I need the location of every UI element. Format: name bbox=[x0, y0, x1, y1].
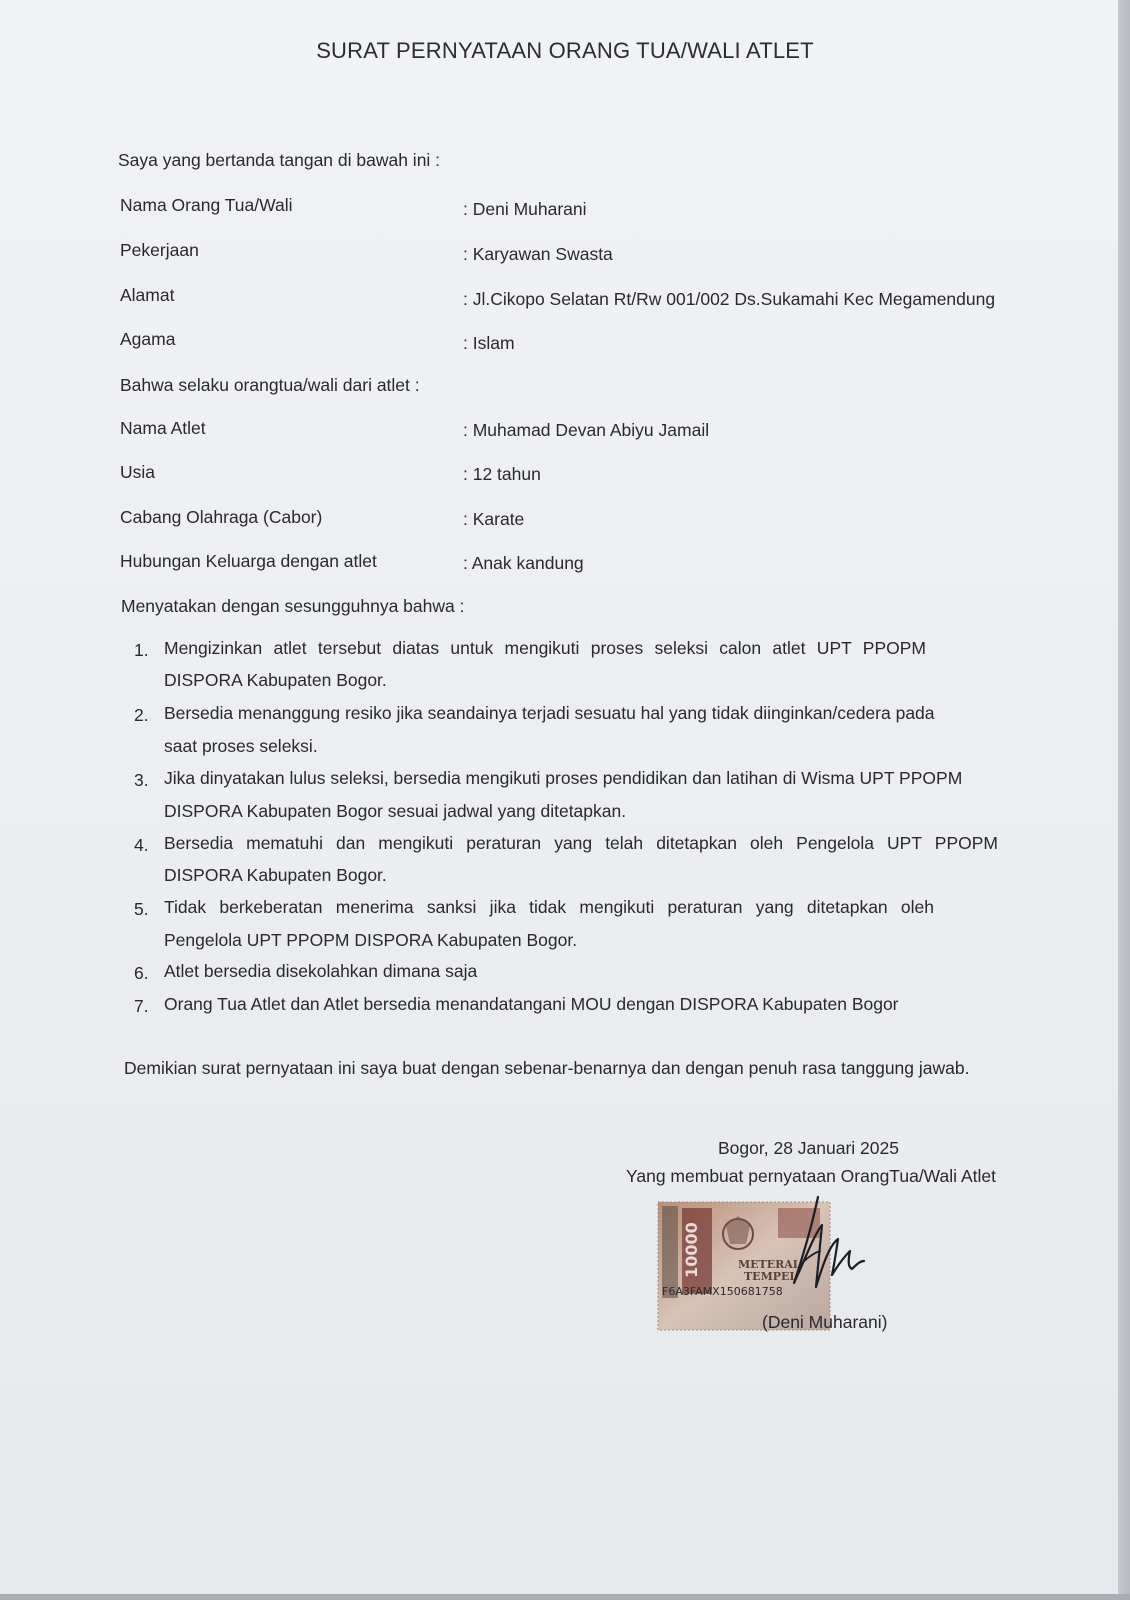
statement-line: Mengizinkan atlet tersebut diatas untuk mengikuti proses seleksi calon atlet UPT PPOPM bbox=[164, 638, 926, 658]
statement-line: Tidak berkeberatan menerima sanksi jika tidak mengikuti peraturan yang ditetapkan oleh bbox=[164, 897, 934, 917]
statement-number: 3. bbox=[134, 770, 149, 790]
intro-text: Saya yang bertanda tangan di bawah ini : bbox=[118, 150, 441, 170]
field-value-address: : Jl.Cikopo Selatan Rt/Rw 001/002 Ds.Sukamahi Kec Megamendung bbox=[463, 289, 996, 309]
signer-role: Yang membuat pernyataan OrangTua/Wali Atlet bbox=[626, 1166, 996, 1186]
stamp-serial: F6A3FAMX150681758 bbox=[662, 1285, 783, 1298]
field-label-address: Alamat bbox=[120, 285, 175, 305]
statement-line: Atlet bersedia disekolahkan dimana saja bbox=[164, 961, 478, 981]
statement-line: Pengelola UPT PPOPM DISPORA Kabupaten Bogor. bbox=[164, 930, 578, 950]
handwritten-signature bbox=[760, 1195, 880, 1315]
field-label-occupation: Pekerjaan bbox=[120, 240, 199, 260]
statement-intro-text: Menyatakan dengan sesungguhnya bahwa : bbox=[121, 596, 465, 616]
statement-line: Orang Tua Atlet dan Atlet bersedia menandatangani MOU dengan DISPORA Kabupaten Bogor bbox=[164, 994, 899, 1014]
page-edge bbox=[1118, 0, 1130, 1600]
field-label-age: Usia bbox=[120, 462, 156, 482]
statement-line: DISPORA Kabupaten Bogor. bbox=[164, 670, 387, 690]
field-value-parent-name: : Deni Muharani bbox=[463, 199, 587, 219]
field-label-relationship: Hubungan Keluarga dengan atlet bbox=[120, 551, 377, 571]
field-value-athlete-name: : Muhamad Devan Abiyu Jamail bbox=[463, 420, 710, 440]
stamp-label-top: METERAI bbox=[738, 1258, 798, 1271]
statement-line: saat proses seleksi. bbox=[164, 736, 318, 756]
statement-number: 4. bbox=[134, 835, 149, 855]
field-label-parent-name: Nama Orang Tua/Wali bbox=[120, 195, 293, 215]
place-date: Bogor, 28 Januari 2025 bbox=[718, 1138, 899, 1158]
statement-number: 1. bbox=[134, 640, 149, 660]
statement-number: 7. bbox=[134, 996, 149, 1016]
field-label-athlete-name: Nama Atlet bbox=[120, 418, 206, 438]
statement-line: DISPORA Kabupaten Bogor sesuai jadwal yang ditetapkan. bbox=[164, 801, 627, 821]
page-bottom-edge bbox=[0, 1594, 1130, 1600]
statement-line: Bersedia mematuhi dan mengikuti peraturan yang telah ditetapkan oleh Pengelola UPT PPOPM bbox=[164, 833, 998, 853]
field-value-religion: : Islam bbox=[463, 333, 515, 353]
stamp-value: 10000 bbox=[682, 1222, 701, 1278]
athlete-intro-text: Bahwa selaku orangtua/wali dari atlet : bbox=[120, 375, 420, 395]
statement-number: 2. bbox=[134, 705, 149, 725]
statement-number: 5. bbox=[134, 899, 149, 919]
signer-name: (Deni Muharani) bbox=[762, 1312, 888, 1332]
stamp-label-bottom: TEMPEL bbox=[744, 1270, 798, 1283]
document-title: SURAT PERNYATAAN ORANG TUA/WALI ATLET bbox=[316, 38, 814, 63]
statement-line: DISPORA Kabupaten Bogor. bbox=[164, 865, 387, 885]
field-value-age: : 12 tahun bbox=[463, 464, 541, 484]
field-label-sport: Cabang Olahraga (Cabor) bbox=[120, 507, 323, 527]
closing-paragraph: Demikian surat pernyataan ini saya buat dengan sebenar-benarnya dan dengan penuh rasa tanggung jawab. bbox=[124, 1058, 970, 1078]
statement-line: Jika dinyatakan lulus seleksi, bersedia mengikuti proses pendidikan dan latihan di Wisma UPT PPOPM bbox=[164, 768, 963, 788]
field-value-relationship: : Anak kandung bbox=[463, 553, 584, 573]
field-label-religion: Agama bbox=[120, 329, 176, 349]
statement-line: Bersedia menanggung resiko jika seandainya terjadi sesuatu hal yang tidak diinginkan/cedera pada bbox=[164, 703, 935, 723]
statement-number: 6. bbox=[134, 963, 149, 983]
field-value-sport: : Karate bbox=[463, 509, 525, 529]
field-value-occupation: : Karyawan Swasta bbox=[463, 244, 613, 264]
